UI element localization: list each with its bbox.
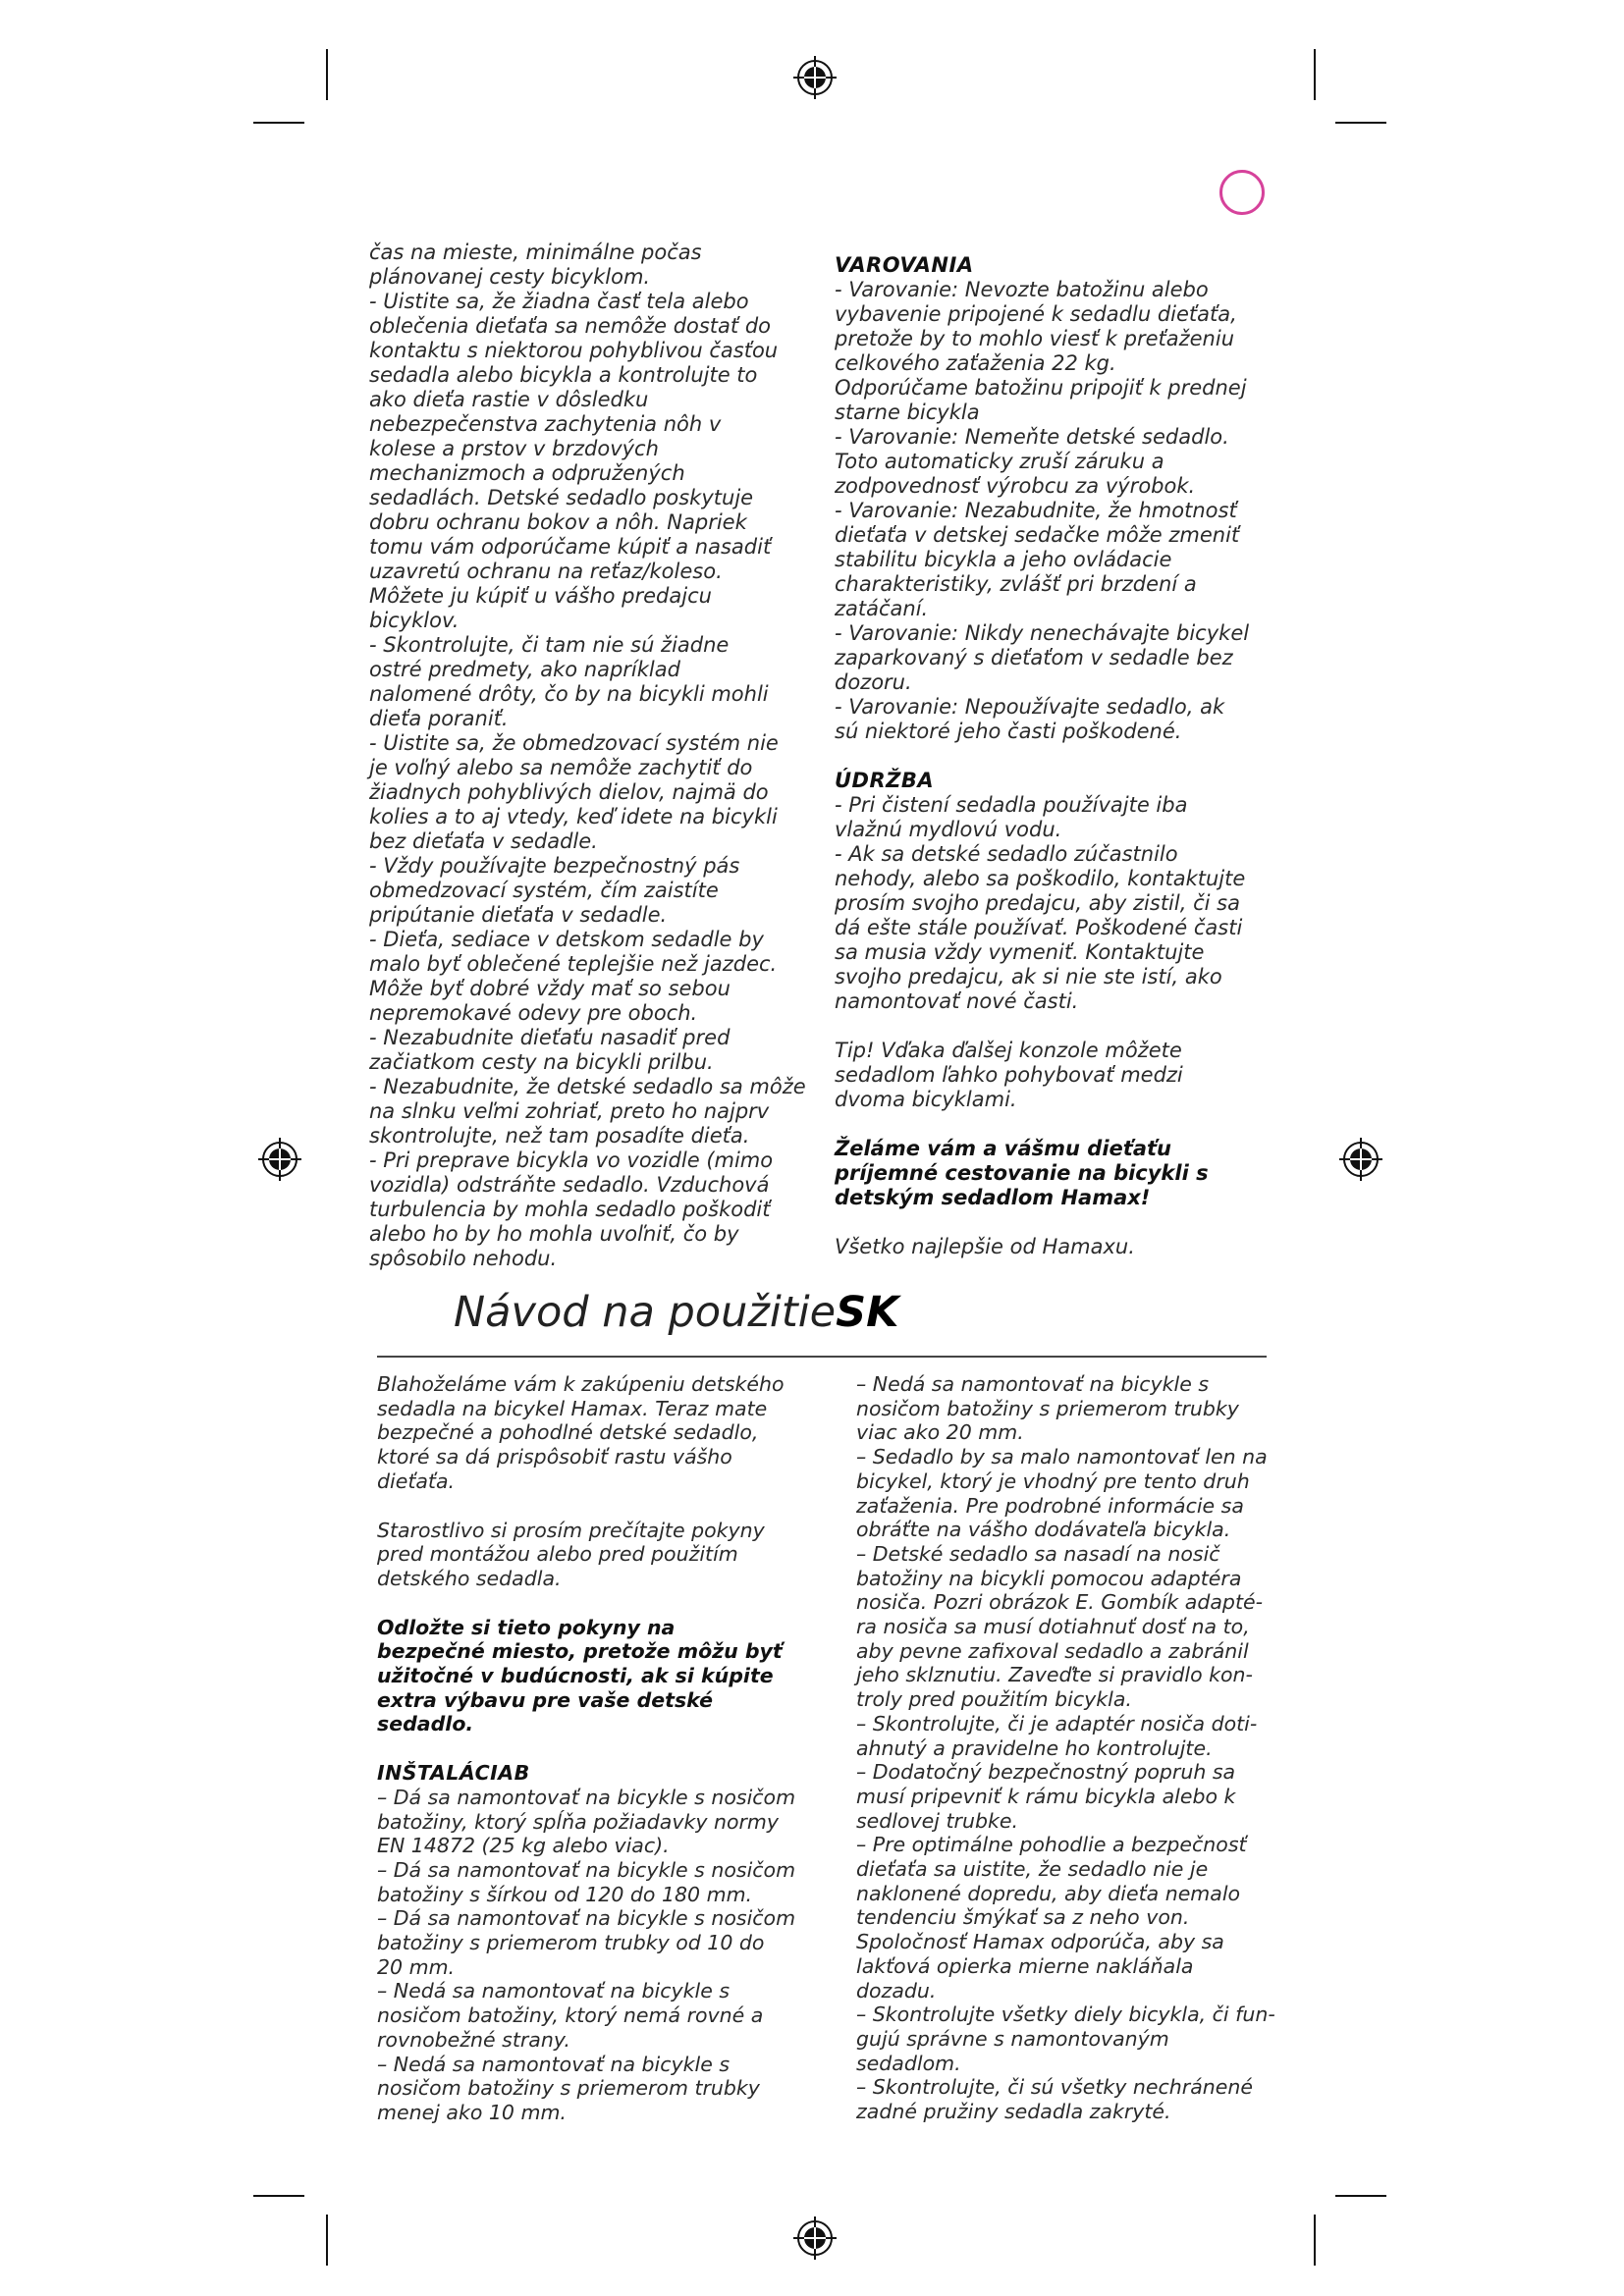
install-item: – Detské sedadlo sa nasadí na nosič batožiny na bicykli pomocou adaptéra nosiča. Pozri obrázok E. Gombík adapté- ra nosiča sa musí dotiahnuť dosť na to, aby pevne zafixoval sedadlo a zabránil jeho sklznutiu. Zaveďte si pravidlo kon- troly pred použitím bicykla. <box>856 1541 1263 1712</box>
paragraph: - Nezabudnite dieťaťu nasadiť pred začiatkom cesty na bicykli prilbu. <box>369 1026 731 1074</box>
paragraph: čas na mieste, minimálne počas plánovanej cesty bicyklom. <box>369 240 702 289</box>
upper-left-column <box>369 240 811 1271</box>
page-title <box>454 1288 898 1337</box>
warning-item: - Varovanie: Nevozte batožinu alebo vybavenie pripojené k sedadlu dieťaťa, pretože by to mohlo viesť k preťaženiu celkového zaťaženia 22 kg. Odporúčame batožinu pripojiť k prednej starne bicykla <box>835 278 1247 424</box>
crop-mark <box>1335 2195 1386 2197</box>
warnings-heading: VAROVANIA <box>835 253 974 277</box>
color-indicator-circle <box>1219 170 1265 215</box>
paragraph: - Skontrolujte, či tam nie sú žiadne ostré predmety, ako napríklad nalomené drôty, čo by na bicykli mohli dieťa poraniť. <box>369 633 769 730</box>
registration-mark-icon <box>791 2215 839 2262</box>
wish-text: Želáme vám a vášmu dieťaťu príjemné cestovanie na bicykli s detským sedadlom Hamax! <box>835 1137 1209 1209</box>
read-instructions-text: Starostlivo si prosím prečítajte pokyny pred montážou alebo pred použitím detského sedadla. <box>377 1518 765 1590</box>
upper-right-column <box>835 253 1276 1259</box>
signoff-text: Všetko najlepšie od Hamaxu. <box>835 1235 1135 1258</box>
install-item: – Nedá sa namontovať na bicykle s nosičom batožiny s priemerom trubky viac ako 20 mm. <box>856 1372 1239 1445</box>
paragraph: - Dieťa, sediace v detskom sedadle by malo byť oblečené teplejšie než jazdec. Môže byť dobré vždy mať so sebou nepremokavé odevy pre oboch. <box>369 928 778 1025</box>
install-item: – Pre optimálne pohodlie a bezpečnosť dieťaťa sa uistite, že sedadlo nie je naklonené dopredu, aby dieťa nemalo tendenciu šmýkať sa z neho von. Spoločnosť Hamax odporúča, aby sa lakťová opierka mierne nakláňala dozadu. <box>856 1833 1247 2002</box>
paragraph: - Nezabudnite, že detské sedadlo sa môže na slnku veľmi zohriať, preto ho najprv skontrolujte, než tam posadíte dieťa. <box>369 1075 806 1148</box>
title-main: Návod na použitie <box>454 1288 837 1337</box>
warning-item: - Varovanie: Nemeňte detské sedadlo. Toto automaticky zruší záruku a zodpovednosť výrobcu za výrobok. <box>835 425 1229 498</box>
maintenance-item: - Ak sa detské sedadlo zúčastnilo nehody, alebo sa poškodilo, kontaktujte prosím svojho predajcu, aby zistil, či sa dá ešte stále používať. Poškodené časti sa musia vždy vymeniť. Kontaktujte svojho predajcu, ak si nie ste istí, ako namontovať nové časti. <box>835 842 1246 1013</box>
title-divider <box>377 1356 1267 1358</box>
paragraph: - Vždy používajte bezpečnostný pás obmedzovací systém, čím zaistíte pripútanie dieťaťa v sedadle. <box>369 854 740 927</box>
warning-item: - Varovanie: Nezabudnite, že hmotnosť dieťaťa v detskej sedačke môže zmeniť stabilitu bicykla a jeho ovládacie charakteristiky, zvlášť pri brzdení a zatáčaní. <box>835 499 1240 620</box>
paragraph: - Uistite sa, že obmedzovací systém nie je voľný alebo sa nemôže zachytiť do žiadnych pohyblivých dielov, najmä do kolies a to aj vtedy, keď idete na bicykli bez dieťaťa v sedadle. <box>369 731 779 853</box>
warning-item: - Varovanie: Nikdy nenechávajte bicykel zaparkovaný s dieťaťom v sedadle bez dozoru. <box>835 621 1250 694</box>
install-item: – Skontrolujte, či je adaptér nosiča doti- ahnutý a pravidelne ho kontrolujte. <box>856 1711 1258 1760</box>
lower-right-column <box>856 1372 1288 2124</box>
installation-heading: INŠTALÁCIAB <box>377 1761 530 1786</box>
install-item: – Dá sa namontovať na bicykle s nosičom batožiny s šírkou od 120 do 180 mm. <box>377 1857 796 1906</box>
install-item: – Dá sa namontovať na bicykle s nosičom batožiny, ktorý spĺňa požiadavky normy EN 14872 (25 kg alebo viac). <box>377 1785 796 1858</box>
crop-mark <box>326 2215 328 2266</box>
warning-item: - Varovanie: Nepoužívajte sedadlo, ak sú niektoré jeho časti poškodené. <box>835 695 1225 743</box>
registration-mark-icon <box>256 1136 303 1183</box>
tip-text: Tip! Vďaka ďalšej konzole môžete sedadlom ľahko pohybovať medzi dvoma bicyklami. <box>835 1039 1183 1111</box>
install-item: – Dá sa namontovať na bicykle s nosičom batožiny s priemerom trubky od 10 do 20 mm. <box>377 1906 796 1979</box>
crop-mark <box>1335 122 1386 124</box>
crop-mark <box>326 49 328 100</box>
registration-mark-icon <box>791 54 839 101</box>
maintenance-item: - Pri čistení sedadla používajte iba vlažnú mydlovú vodu. <box>835 793 1188 841</box>
language-code: SK <box>836 1288 899 1337</box>
crop-mark <box>253 122 304 124</box>
install-item: – Nedá sa namontovať na bicykle s nosičom batožiny, ktorý nemá rovné a rovnobežné strany. <box>377 1979 764 2052</box>
install-item: – Dodatočný bezpečnostný popruh sa musí pripevniť k rámu bicykla alebo k sedlovej trubke. <box>856 1760 1236 1833</box>
crop-mark <box>1314 49 1316 100</box>
paragraph: - Pri preprave bicykla vo vozidle (mimo vozidla) odstráňte sedadlo. Vzduchová turbulencia by mohla sedadlo poškodiť alebo ho by ho mohla uvoľniť, čo by spôsobilo nehodu. <box>369 1148 774 1270</box>
install-item: – Skontrolujte, či sú všetky nechránené zadné pružiny sedadla zakryté. <box>856 2075 1253 2124</box>
keep-instructions-text: Odložte si tieto pokyny na bezpečné miesto, pretože môžu byť užitočné v budúcnosti, ak si kúpite extra výbavu pre vaše detské sedadlo. <box>377 1615 783 1736</box>
crop-mark <box>253 2195 304 2197</box>
maintenance-heading: ÚDRŽBA <box>835 769 935 792</box>
install-item: – Nedá sa namontovať na bicykle s nosičom batožiny s priemerom trubky menej ako 10 mm. <box>377 2052 760 2124</box>
install-item: – Skontrolujte všetky diely bicykla, či fun- gujú správne s namontovaným sedadlom. <box>856 2002 1275 2075</box>
lower-left-column <box>377 1372 819 2125</box>
intro-text: Blahoželáme vám k zakúpeniu detského sedadla na bicykel Hamax. Teraz mate bezpečné a pohodlné detské sedadlo, ktoré sa dá prispôsobiť rastu vášho dieťaťa. <box>377 1372 785 1493</box>
paragraph: - Uistite sa, že žiadna časť tela alebo oblečenia dieťaťa sa nemôže dostať do kontaktu s niektorou pohyblivou časťou sedadla alebo bicykla a kontrolujte to ako dieťa rastie v dôsledku nebezpečenstva zachytenia nôh v kolese a prstov v brzdových mechanizmoch a odpružených sedadlách. Detské sedadlo poskytuje dobru ochranu bokov a nôh. Napriek tomu vám odporúčame kúpiť a nasadiť uzavretú ochranu na reťaz/koleso. Môžete ju kúpiť u vášho predajcu bicyklov. <box>369 290 779 632</box>
install-item: – Sedadlo by sa malo namontovať len na bicykel, ktorý je vhodný pre tento druh zaťaženia. Pre podrobné informácie sa obráťte na vášho dodávateľa bicykla. <box>856 1445 1268 1542</box>
crop-mark <box>1314 2215 1316 2266</box>
registration-mark-icon <box>1337 1136 1384 1183</box>
